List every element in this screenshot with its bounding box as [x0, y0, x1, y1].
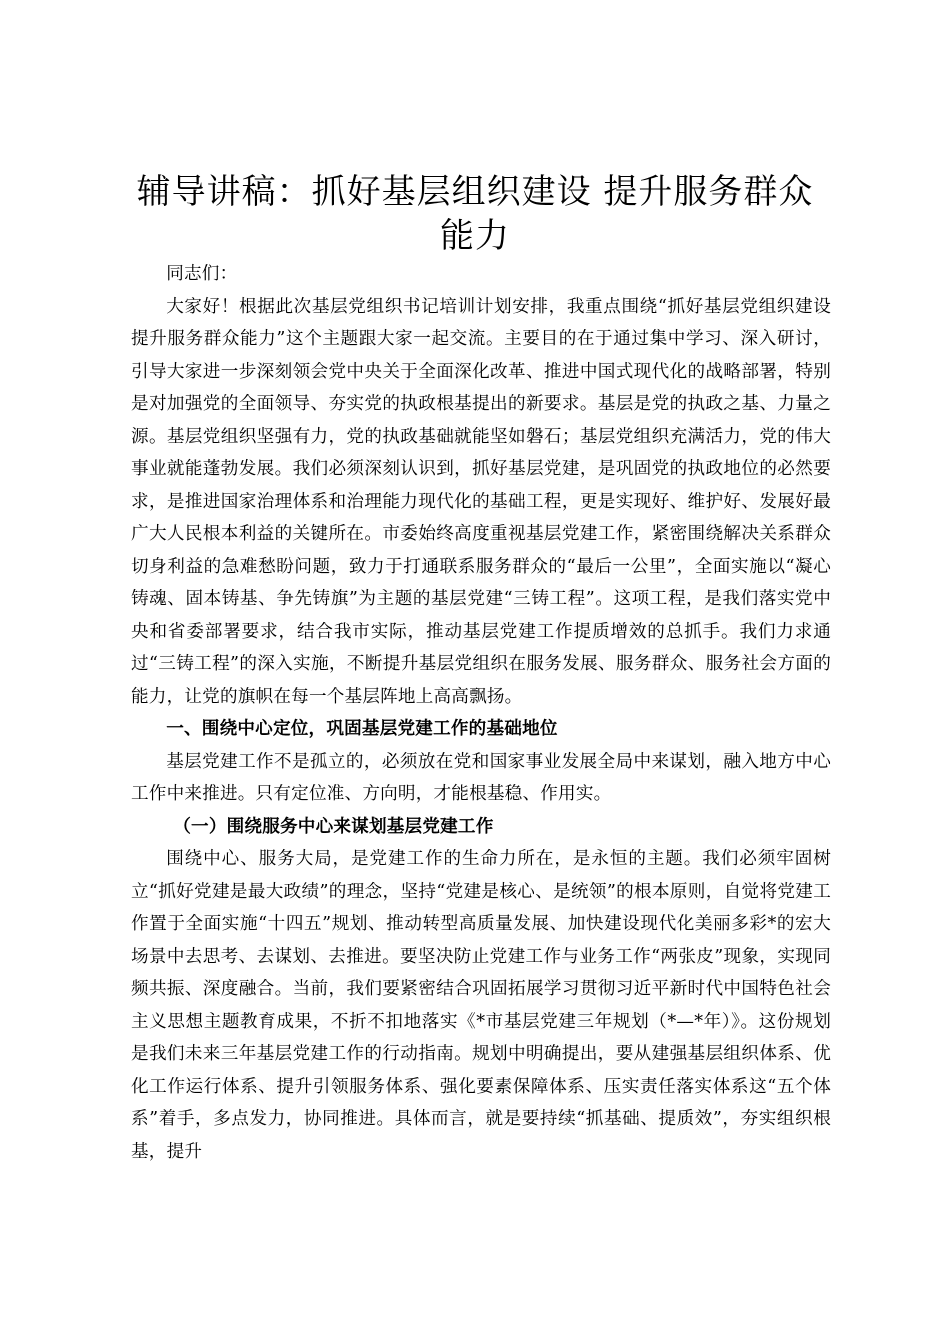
- title-line-1: 辅导讲稿：抓好基层组织建设 提升服务群众: [136, 172, 814, 212]
- body-paragraph: 基层党建工作不是孤立的，必须放在党和国家事业发展全局中来谋划，融入地方中心工作中来推进。只有定位准、方向明，才能根基稳、作用实。: [131, 751, 831, 804]
- body-paragraph: 围绕中心、服务大局，是党建工作的生命力所在，是永恒的主题。我们必须牢固树立“抓好党建是最大政绩”的理念，坚持“党建是核心、是统领”的根本原则，自觉将党建工作置于全面实施“十四五”规划、推动转型高质量发展、加快建设现代化美丽多彩*的宏大场景中去思考、去谋划、去推进。要坚决防止党建工作与业务工作“两张皮”现象，实现同频共振、深度融合。当前，我们要紧密结合巩固拓展学习贯彻习近平新时代中国特色社会主义思想主题教育成果，不折不扣地落实《*市基层党建三年规划（*—*年）》。这份规划是我们未来三年基层党建工作的行动指南。规划中明确提出，要从建强基层组织体系、优化工作运行体系、提升引领服务体系、强化要素保障体系、压实责任落实体系这“五个体系”着手，多点发力，协同推进。具体而言，就是要持续“抓基础、提质效”，夯实组织根基，提升: [131, 849, 831, 1162]
- subsection-heading: （一）围绕服务中心来谋划基层党建工作: [173, 816, 494, 837]
- document-body: [131, 258, 831, 1168]
- body-paragraph: 大家好！根据此次基层党组织书记培训计划安排，我重点围绕“抓好基层党组织建设提升服务群众能力”这个主题跟大家一起交流。主要目的在于通过集中学习、深入研讨，引导大家进一步深刻领会党中央关于全面深化改革、推进中国式现代化的战略部署，特别是对加强党的全面领导、夯实党的执政根基提出的新要求。基层是党的执政之基、力量之源。基层党组织坚强有力，党的执政基础就能坚如磐石；基层党组织充满活力，党的伟大事业就能蓬勃发展。我们必须深刻认识到，抓好基层党建，是巩固党的执政地位的必然要求，是推进国家治理体系和治理能力现代化的基础工程，更是实现好、维护好、发展好最广大人民根本利益的关键所在。市委始终高度重视基层党建工作，紧密围绕解决关系群众切身利益的急难愁盼问题，致力于打通联系服务群众的“最后一公里”，全面实施以“凝心铸魂、固本铸基、争先铸旗”为主题的基层党建“三铸工程”。这项工程，是我们落实党中央和省委部署要求，结合我市实际，推动基层党建工作提质增效的总抓手。我们力求通过“三铸工程”的深入实施，不断提升基层党组织在服务发展、服务群众、服务社会方面的能力，让党的旗帜在每一个基层阵地上高高飘扬。: [131, 296, 831, 707]
- document-title: [120, 170, 830, 258]
- salutation: 同志们：: [166, 264, 238, 284]
- section-heading: 一、围绕中心定位，巩固基层党建工作的基础地位: [166, 719, 558, 739]
- title-line-2: 能力: [440, 216, 510, 256]
